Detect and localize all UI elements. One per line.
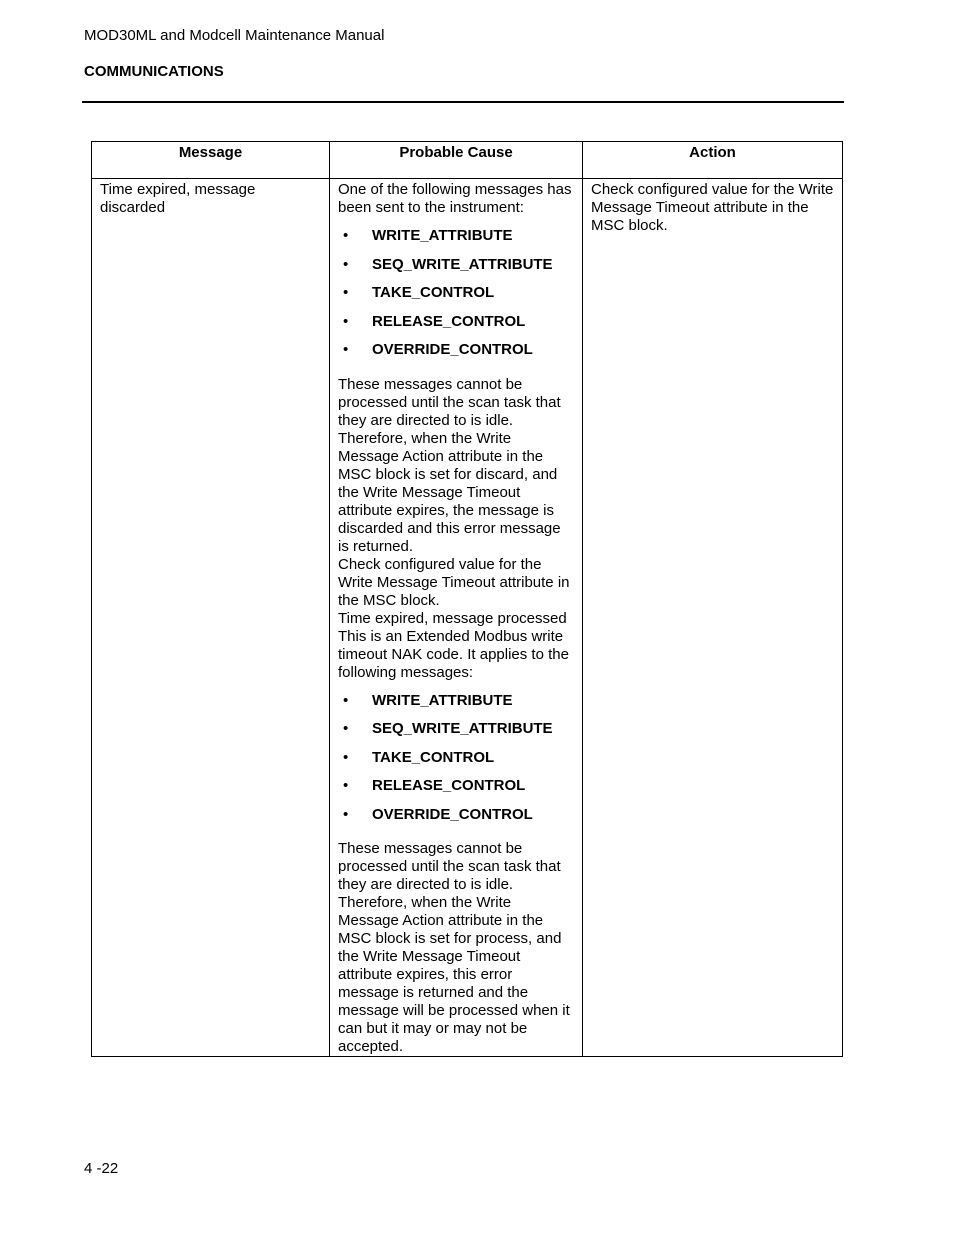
probable-cause-cell xyxy=(330,179,583,1057)
message-text: Time expired, message discarded xyxy=(100,181,256,216)
list-item: • TAKE_CONTROL xyxy=(338,749,574,778)
cause-paragraph-process: These messages cannot be processed until the scan task that they are directed to is idle. Therefore, when the Write Message Action attribute in the MSC block is set for process, and the Write Message Timeout attribute expires, this error message is returned and the message will be processed when it can but it may or may not be accepted. xyxy=(338,840,570,1055)
cause-intro: One of the following messages has been sent to the instrument: xyxy=(338,181,572,216)
action-cell xyxy=(583,179,843,1057)
message-cell xyxy=(92,179,330,1057)
manual-title: MOD30ML and Modcell Maintenance Manual xyxy=(84,27,385,44)
list-item: • WRITE_ATTRIBUTE xyxy=(338,227,574,256)
section-title: COMMUNICATIONS xyxy=(84,63,224,80)
list-item: • OVERRIDE_CONTROL xyxy=(338,806,574,835)
list-item: • RELEASE_CONTROL xyxy=(338,313,574,342)
action-text: Check configured value for the Write Message Timeout attribute in the MSC block. xyxy=(591,181,834,234)
cause-paragraph-discard: These messages cannot be processed until the scan task that they are directed to is idle. Therefore, when the Write Message Action attribute in the MSC block is set for discard, and the Write Message Timeout attribute expires, the message is discarded and this error message is returned. xyxy=(338,375,561,555)
message-list-1 xyxy=(338,227,574,370)
table-row xyxy=(92,179,843,1057)
list-item: • OVERRIDE_CONTROL xyxy=(338,341,574,370)
list-item: • RELEASE_CONTROL xyxy=(338,777,574,806)
column-header-action: Action xyxy=(583,142,843,179)
table-header-row xyxy=(92,142,843,179)
list-item: • SEQ_WRITE_ATTRIBUTE xyxy=(338,256,574,285)
column-header-probable-cause: Probable Cause xyxy=(330,142,583,179)
header-rule xyxy=(82,101,844,103)
list-item: • WRITE_ATTRIBUTE xyxy=(338,692,574,721)
cause-check: Check configured value for the Write Message Timeout attribute in the MSC block. xyxy=(338,555,570,609)
cause-message-processed: Time expired, message processed xyxy=(338,609,567,627)
cause-nak: This is an Extended Modbus write timeout NAK code. It applies to the following messages: xyxy=(338,627,569,681)
message-list-2 xyxy=(338,692,574,835)
page-number: 4 -22 xyxy=(84,1160,119,1177)
list-item: • TAKE_CONTROL xyxy=(338,284,574,313)
list-item: • SEQ_WRITE_ATTRIBUTE xyxy=(338,720,574,749)
column-header-message: Message xyxy=(92,142,330,179)
message-table xyxy=(91,141,843,1057)
